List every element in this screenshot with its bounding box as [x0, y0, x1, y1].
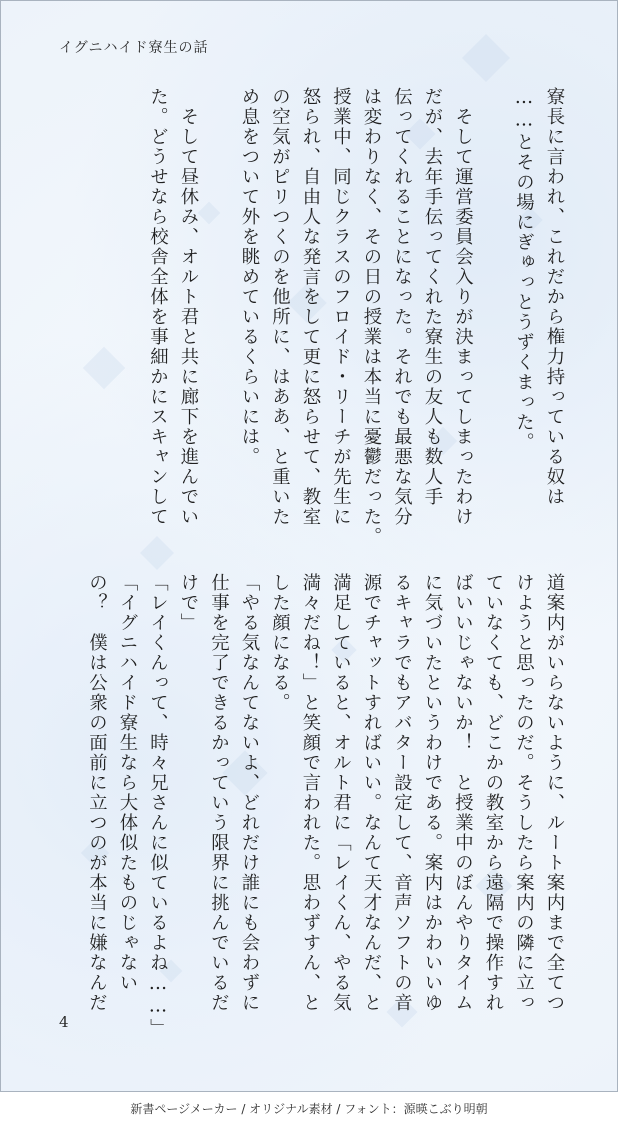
background-diamond — [83, 347, 125, 389]
background-diamond — [140, 536, 174, 570]
page-number: 4 — [59, 1013, 69, 1031]
footer-credit: 新書ページメーカー / オリジナル素材 / フォント：源暎こぶり明朝 — [130, 1102, 488, 1116]
running-header-title: イグニハイド寮生の話 — [59, 40, 209, 56]
lower-body-text: 道案内がいらないように、ルート案内まで全てつ けようと思ったのだ。そうしたら案内の隣に立っ ていなくても、どこかの教室から遠隔で操作すれ ばいいじゃないか！ と授業中のぼんやりタイム に気づいたというわけである。案内はかわいいゆ るキャラでもアバター設定して、音声ソフトの音 源でチャットすればいい。なんて天才なんだ、と 満足していると、オルト君に「レイくん、やる気 満々だね！」と笑顔で言われた。思わずすん、と した顔になる。 「やる気なんてないよ、どれだけ誰にも会わずに 仕事を完了できるかっていう限界に挑んでいるだ けで」 「レイくんって、時々兄さんに似ているよね……」 「イグニハイド寮生なら大体似たものじゃない の？ 僕は公衆の面前に立つのが本当に嫌なんだ — [86, 573, 565, 1039]
upper-body-text: 寮長に言われ、これだから権力持っている奴は ……とその場にぎゅっとうずくまった。 そして運営委員会入りが決まってしまったわけ だが、去年手伝ってくれた寮生の友人も数人手 伝ってくれることになった。それでも最悪な気分 は変わりなく、その日の授業は本当に憂鬱だった。 授業中、同じクラスのフロイド・リーチが先生に 怒られ、自由人な発言をして更に怒らせて、教室 の空気がピリつくのを他所に、はああ、と重いた め息をついて外を眺めているくらいには。 そして昼休み、オルト君と共に廊下を進んでい た。どうせなら校舎全体を事細かにスキャンして — [147, 87, 565, 547]
background-diamond — [462, 34, 510, 82]
